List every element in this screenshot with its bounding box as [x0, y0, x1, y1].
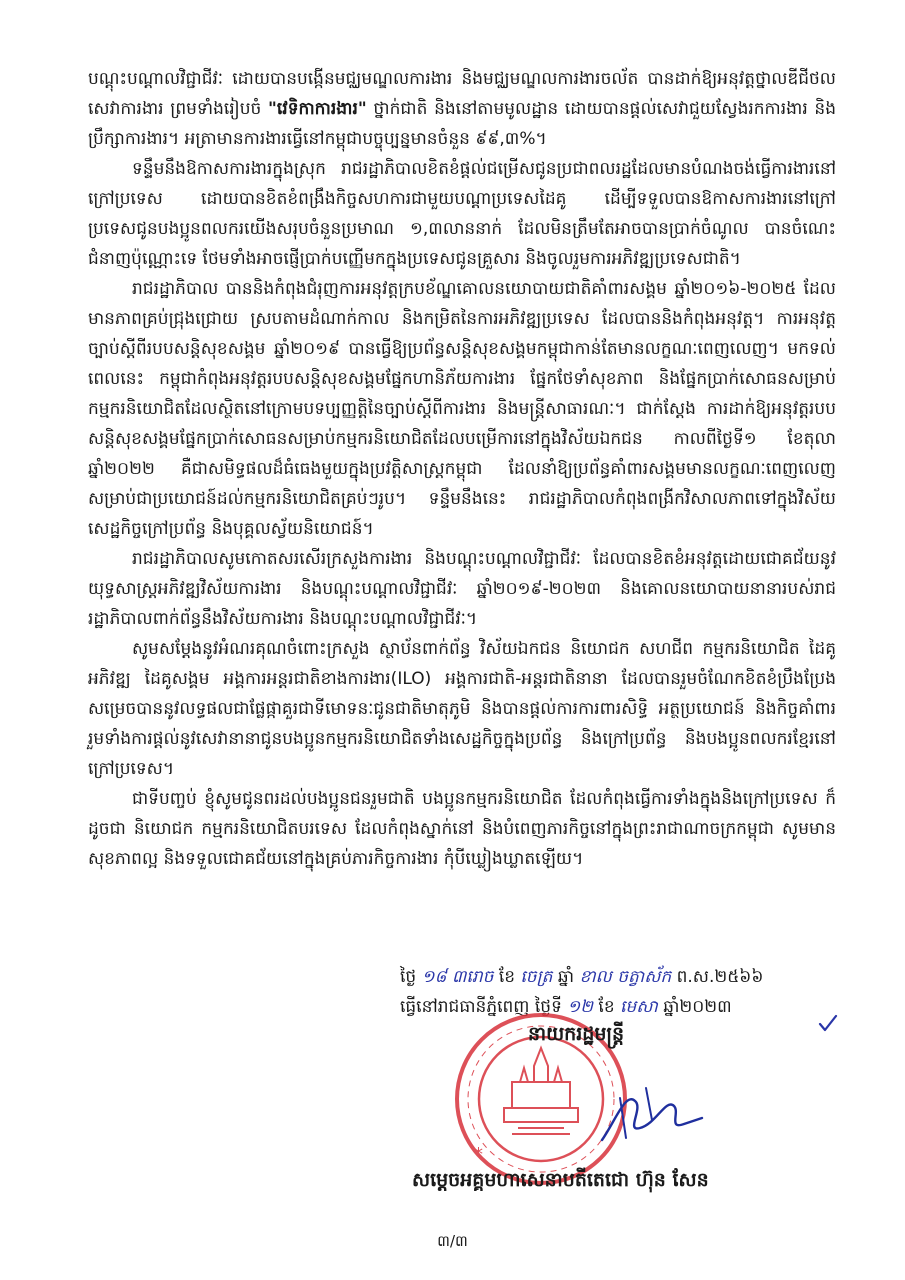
paragraph-text: បណ្តុះបណ្តាលវិជ្ជាជីវៈ ដោយបានបង្កើនមជ្ឈមណ្ឌលការងារ និងមជ្ឈមណ្ឌលការងារចល័ត បានដាក់ឱ្យអនុវត្តថ្នាលឌីជីថលសេវាការងារ ព្រមទាំងរៀបចំ	[88, 69, 836, 119]
paragraph	[88, 784, 836, 874]
solar-month-handwritten: មេសា	[620, 997, 658, 1017]
paragraph-text: រាជរដ្ឋាភិបាលសូមកោតសរសើរក្រសួងការងារ និងបណ្តុះបណ្តាលវិជ្ជាជីវៈ ដែលបានខិតខំអនុវត្តដោយជោគជ័យនូវយុទ្ធសាស្ត្រអភិវឌ្ឍវិស័យការងារ និងបណ្តុះបណ្តាលវិជ្ជាជីវៈ ឆ្នាំ២០១៩-២០២៣ និងគោលនយោបាយនានារបស់រាជរដ្ឋាភិបាលពាក់ព័ន្ធនឹងវិស័យការងារ និងបណ្តុះបណ្តាលវិជ្ជាជីវៈ។	[88, 549, 836, 629]
paragraph	[88, 274, 836, 544]
paragraph-text: ជាទីបញ្ចប់ ខ្ញុំសូមជូនពរដល់បងប្អូនជនរួមជាតិ បងប្អូនកម្មករនិយោជិត ដែលកំពុងធ្វើការទាំងក្នុងនិងក្រៅប្រទេស ក៏ដូចជា និយោជក កម្មករនិយោជិតបរទេស ដែលកំពុងស្នាក់នៅ និងបំពេញភារកិច្ចនៅក្នុងព្រះរាជាណាចក្រកម្ពុជា សូមមានសុខភាពល្អ និងទទួលជោគជ័យនៅក្នុងគ្រប់ភារកិច្ចការងារ កុំបីឃ្លៀងឃ្លាតឡើយ។	[88, 789, 836, 869]
paragraph	[88, 154, 836, 274]
place-prefix: ធ្វើនៅរាជធានីភ្នំពេញ ថ្ងៃទី	[400, 997, 562, 1017]
lunar-day-handwritten: ១៨ ៣រោច	[421, 967, 494, 987]
paragraph-text: សូមសម្តែងនូវអំណរគុណចំពោះក្រសួង ស្ថាប័នពាក់ព័ន្ធ វិស័យឯកជន និយោជក សហជីព កម្មករនិយោជិត ដៃគូអភិវឌ្ឍ ដៃគូសង្គម អង្គការអន្តរជាតិខាងការងារ(ILO) អង្គការជាតិ-អន្តរជាតិនានា ដែលបានរួមចំណែកខិតខំប្រឹងប្រែងសម្រេចបាននូវលទ្ធផលជាផ្លែផ្កាគួរជាទីមោទនៈជូនជាតិមាតុភូមិ និងបានផ្តល់ការការពារសិទ្ធិ អត្ថប្រយោជន៍ និងកិច្ចគាំពារ រួមទាំងការផ្តល់នូវសេវានានាជូនបងប្អូនកម្មករនិយោជិតទាំងសេដ្ឋកិច្ចក្នុងប្រព័ន្ធ និងក្រៅប្រព័ន្ធ និងបងប្អូនពលករខ្មែរនៅក្រៅប្រទេស។	[88, 639, 836, 779]
paragraph	[88, 544, 836, 634]
lunar-year-handwritten: ខាល ចត្វាស័ក	[579, 967, 672, 987]
signatory-title: នាយករដ្ឋមន្ត្រី	[528, 1023, 625, 1045]
paragraph-text: ថ្នាក់ជាតិ និងនៅតាមមូលដ្ឋាន ដោយបានផ្តល់សេវាជួយស្វែងរកការងារ និងប្រឹក្សាការងារ។ អត្រាមានការងារធ្វើនៅកម្ពុជាបច្ចុប្បន្នមានចំនួន ៩៩,៣%។	[88, 99, 837, 149]
lunar-month-label: ខែ	[498, 967, 515, 987]
solar-year: ឆ្នាំ២០២៣	[663, 997, 732, 1017]
lunar-month-handwritten: ចេត្រ	[520, 967, 553, 987]
solar-month-label: ខែ	[598, 997, 615, 1017]
buddhist-era: ព.ស.២៥៦៦	[676, 967, 764, 987]
paragraph-bold-text: "វេទិកាការងារ"	[268, 99, 367, 119]
solar-day-handwritten: ១២	[567, 997, 594, 1017]
paragraph	[88, 64, 836, 154]
signature-icon	[596, 1080, 706, 1150]
page-number: ៣/៣	[437, 1232, 468, 1250]
paragraph	[88, 634, 836, 784]
paragraph-text: រាជរដ្ឋាភិបាល បាននិងកំពុងជំរុញការអនុវត្តក្របខ័ណ្ឌគោលនយោបាយជាតិគាំពារសង្គម ឆ្នាំ២០១៦-២០២៥ ដែលមានភាពគ្រប់ជ្រុងជ្រោយ ស្របតាមដំណាក់កាល និងកម្រិតនៃការអភិវឌ្ឍប្រទេស ដែលបាននិងកំពុងអនុវត្ត។ ការអនុវត្តច្បាប់ស្តីពីរបបសន្តិសុខសង្គម ឆ្នាំ២០១៩ បានធ្វើឱ្យប្រព័ន្ធសន្តិសុខសង្គមកម្ពុជាកាន់តែមានលក្ខណៈពេញលេញ។ មកទល់ពេលនេះ កម្ពុជាកំពុងអនុវត្តរបបសន្តិសុខសង្គមផ្នែកហានិភ័យការងារ ផ្នែកថែទាំសុខភាព និងផ្នែកប្រាក់សោធនសម្រាប់កម្មករនិយោជិតដែលស្ថិតនៅក្រោមបទប្បញ្ញត្តិនៃច្បាប់ស្តីពីការងារ និងមន្ត្រីសាធារណៈ។ ជាក់ស្តែង ការដាក់ឱ្យអនុវត្តរបបសន្តិសុខសង្គមផ្នែកប្រាក់សោធនសម្រាប់កម្មករនិយោជិតដែលបម្រើការនៅក្នុងវិស័យឯកជន កាលពីថ្ងៃទី១ ខែតុលា ឆ្នាំ២០២២ គឺជាសមិទ្ធផលដ៏ធំធេងមួយក្នុងប្រវត្តិសាស្ត្រកម្ពុជា ដែលនាំឱ្យប្រព័ន្ធគាំពារសង្គមមានលក្ខណៈពេញលេញសម្រាប់ជាប្រយោជន៍ដល់កម្មករនិយោជិតគ្រប់ៗរូប។ ទន្ទឹមនឹងនេះ រាជរដ្ឋាភិបាលកំពុងពង្រីកវិសាលភាពទៅក្នុងវិស័យសេដ្ឋកិច្ចក្រៅប្រព័ន្ធ និងបុគ្គលស្វ័យនិយោជន៍។	[88, 279, 836, 539]
paragraph-text: ទន្ទឹមនឹងឱកាសការងារក្នុងស្រុក រាជរដ្ឋាភិបាលខិតខំផ្តល់ជម្រើសជូនប្រជាពលរដ្ឋដែលមានបំណងចង់ធ្វើការងារនៅក្រៅប្រទេស ដោយបានខិតខំពង្រឹងកិច្ចសហការជាមួយបណ្តាប្រទេសដៃគូ ដើម្បីទទួលបានឱកាសការងារនៅក្រៅប្រទេសជូនបងប្អូនពលករយើងសរុបចំនួនប្រមាណ ១,៣លាននាក់ ដែលមិនត្រឹមតែអាចបានប្រាក់ចំណូល បានចំណេះជំនាញប៉ុណ្ណោះទេ ថែមទាំងអាចផ្ញើប្រាក់បញ្ញើមកក្នុងប្រទេសជូនគ្រួសារ និងចូលរួមការអភិវឌ្ឍប្រទេសជាតិ។	[88, 159, 836, 269]
lunar-year-label: ឆ្នាំ	[557, 967, 575, 987]
letter-body	[88, 64, 836, 874]
checkmark-icon	[818, 1014, 838, 1032]
lunar-date-line	[400, 962, 860, 992]
lunar-day-label: ថ្ងៃ	[400, 967, 417, 987]
svg-text:*: *	[474, 1144, 483, 1165]
signatory-name: សម្តេចអគ្គមហាសេនាបតីតេជោ ហ៊ុន សែន	[412, 1169, 709, 1191]
